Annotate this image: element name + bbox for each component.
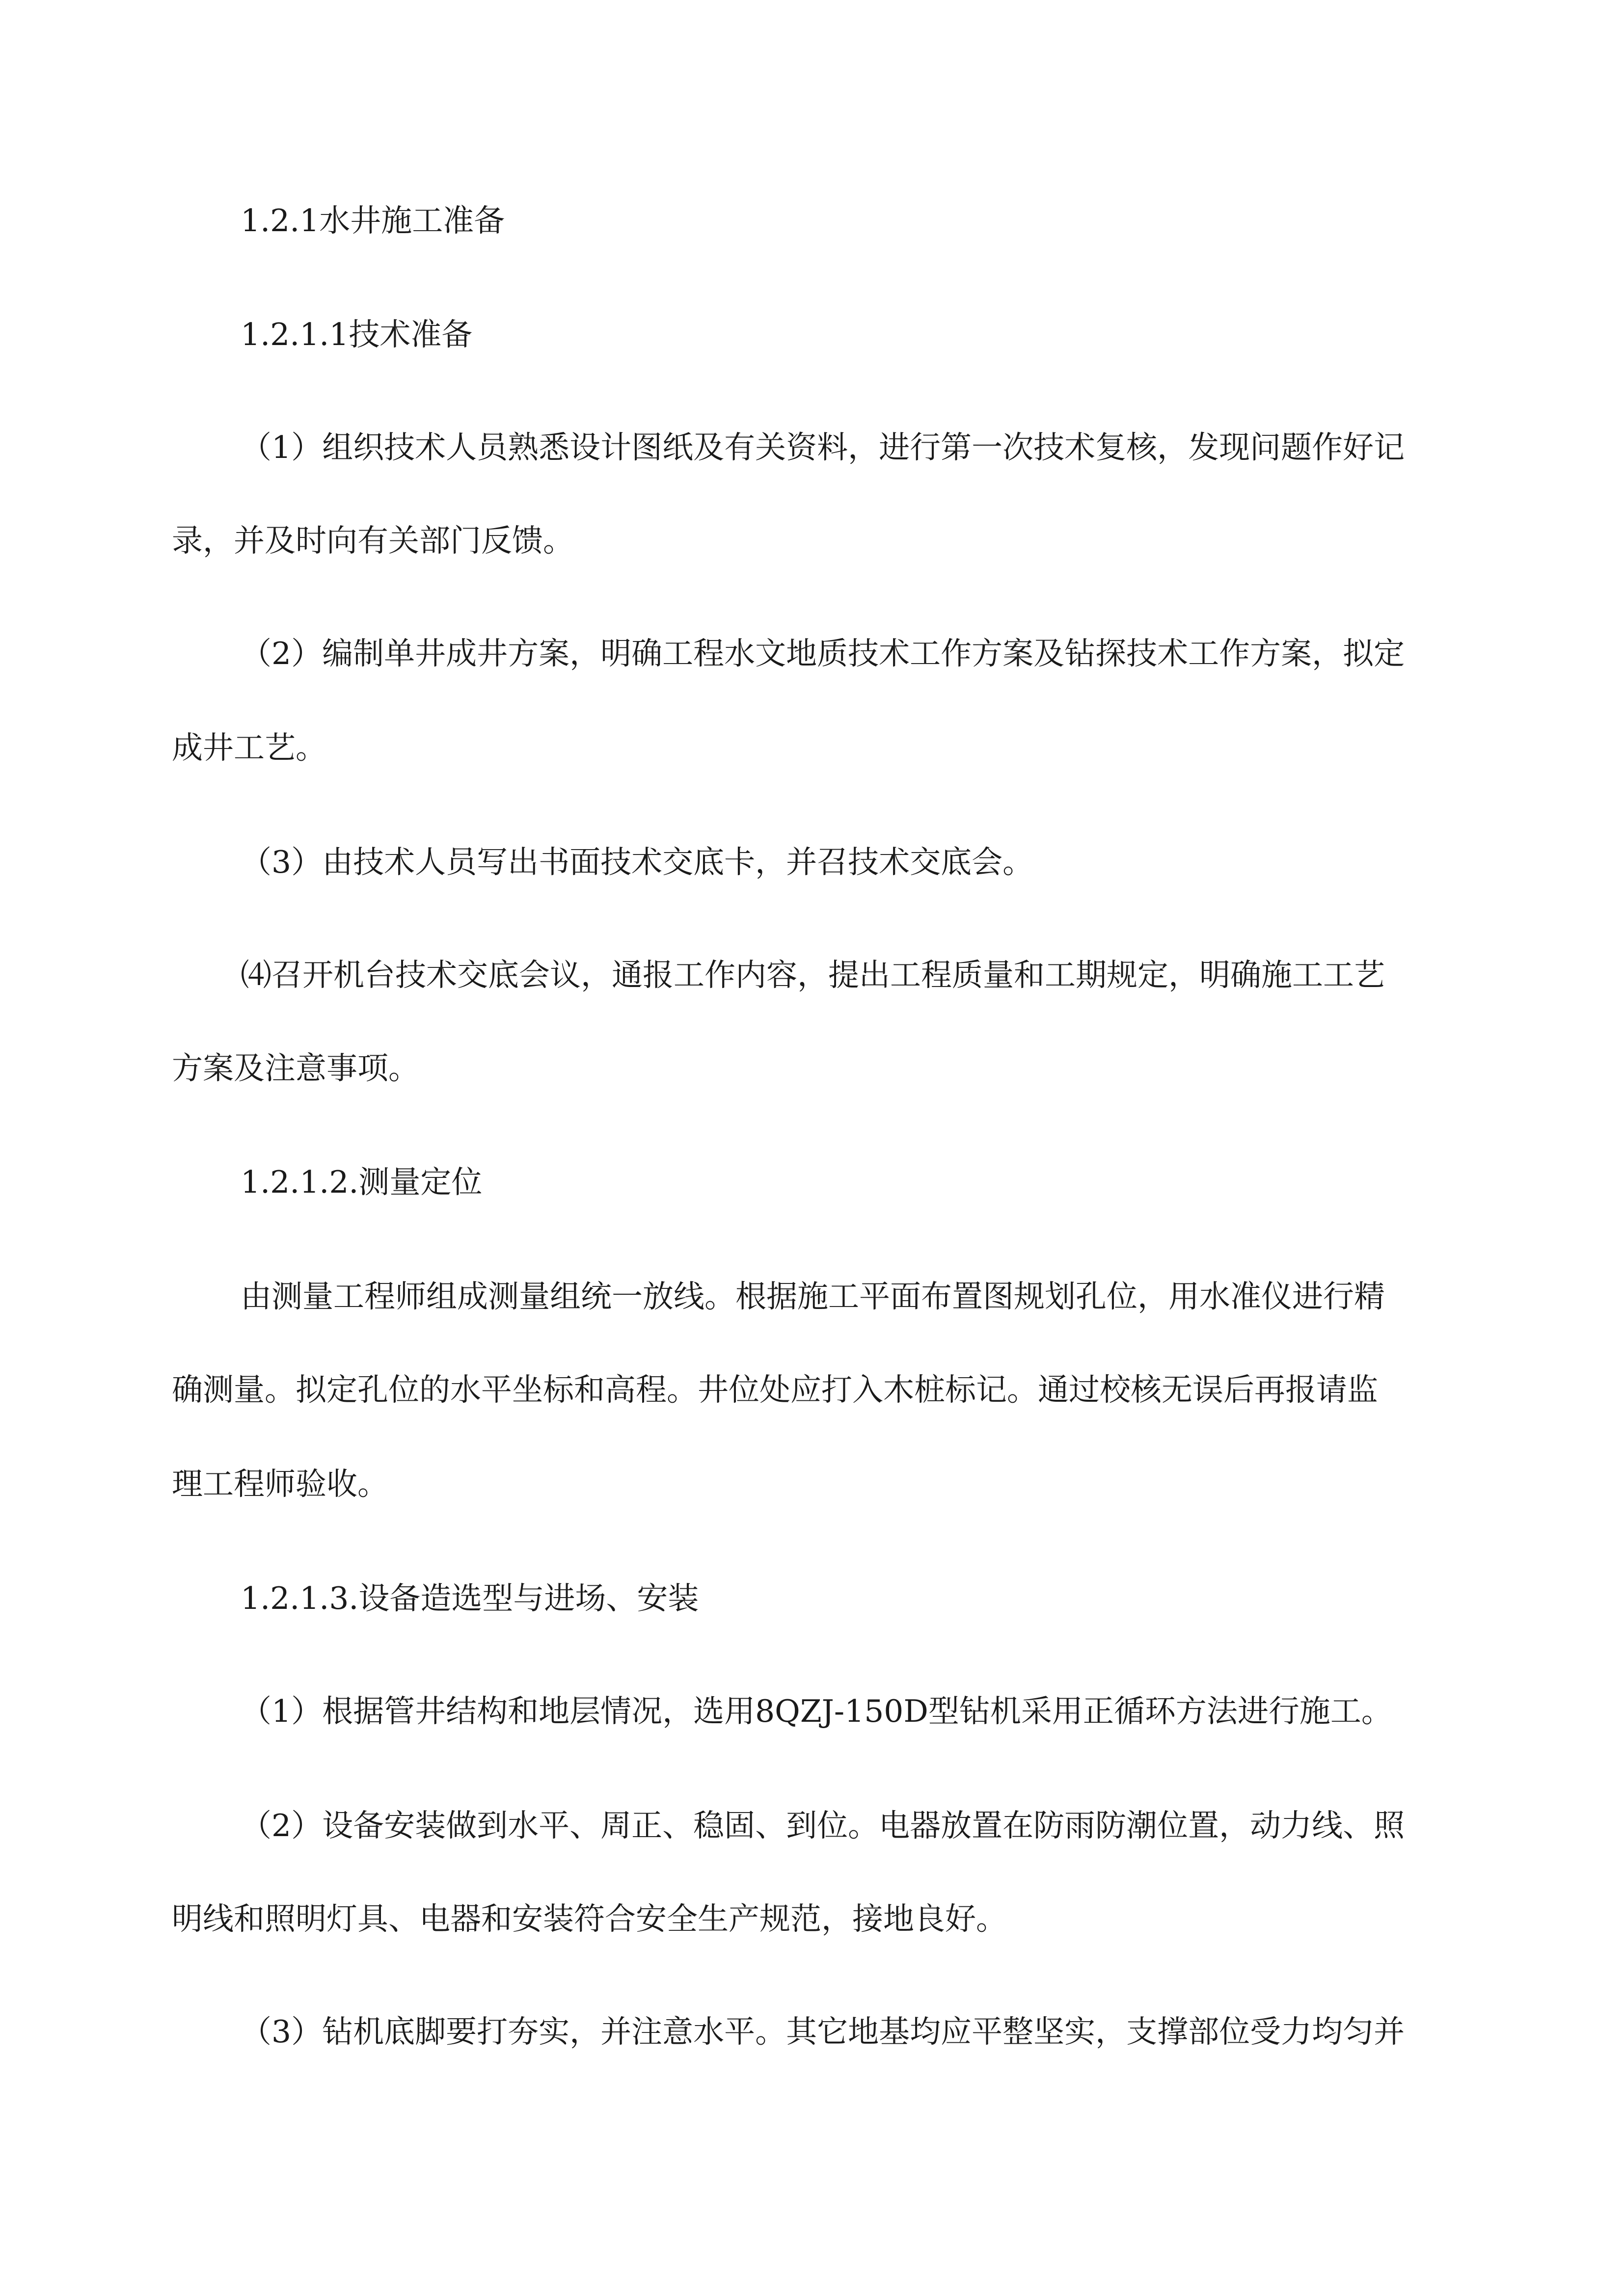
item-2-line-1: （2）编制单井成井方案，明确工程水文地质技术工作方案及钻探技术工作方案，拟定 — [241, 636, 1405, 671]
heading-1-2-1: 1.2.1水井施工准备 — [241, 203, 505, 239]
survey-para-line-3: 理工程师验收。 — [172, 1466, 388, 1502]
heading-1-2-1-2: 1.2.1.2.测量定位 — [241, 1164, 483, 1200]
heading-1-2-1-1: 1.2.1.1技术准备 — [241, 317, 473, 352]
item-1-line-1: （1）组织技术人员熟悉设计图纸及有关资料，进行第一次技术复核，发现问题作好记 — [241, 429, 1405, 465]
equip-1-line-1: （1）根据管井结构和地层情况，选用8QZJ-150D型钻机采用正循环方法进行施工。 — [241, 1693, 1392, 1729]
equip-2-line-1: （2）设备安装做到水平、周正、稳固、到位。电器放置在防雨防潮位置，动力线、照 — [241, 1808, 1405, 1843]
item-1-line-2: 录，并及时向有关部门反馈。 — [172, 523, 574, 559]
equip-3-line-1: （3）钻机底脚要打夯实，并注意水平。其它地基均应平整坚实，支撑部位受力均匀并 — [241, 2014, 1405, 2050]
heading-1-2-1-3: 1.2.1.3.设备造选型与进场、安装 — [241, 1580, 699, 1616]
item-4-line-2: 方案及注意事项。 — [172, 1050, 419, 1086]
equip-2-line-2: 明线和照明灯具、电器和安装符合安全生产规范，接地良好。 — [172, 1901, 1007, 1937]
item-2-line-2: 成井工艺。 — [172, 730, 326, 766]
item-3-line-1: （3）由技术人员写出书面技术交底卡，并召技术交底会。 — [241, 844, 1034, 880]
survey-para-line-2: 确测量。拟定孔位的水平坐标和高程。井位处应打入木桩标记。通过校核无误后再报请监 — [172, 1372, 1378, 1408]
survey-para-line-1: 由测量工程师组成测量组统一放线。根据施工平面布置图规划孔位，用水准仪进行精 — [241, 1279, 1385, 1314]
item-4-line-1: ⑷召开机台技术交底会议，通报工作内容，提出工程质量和工期规定，明确施工工艺 — [241, 957, 1385, 993]
